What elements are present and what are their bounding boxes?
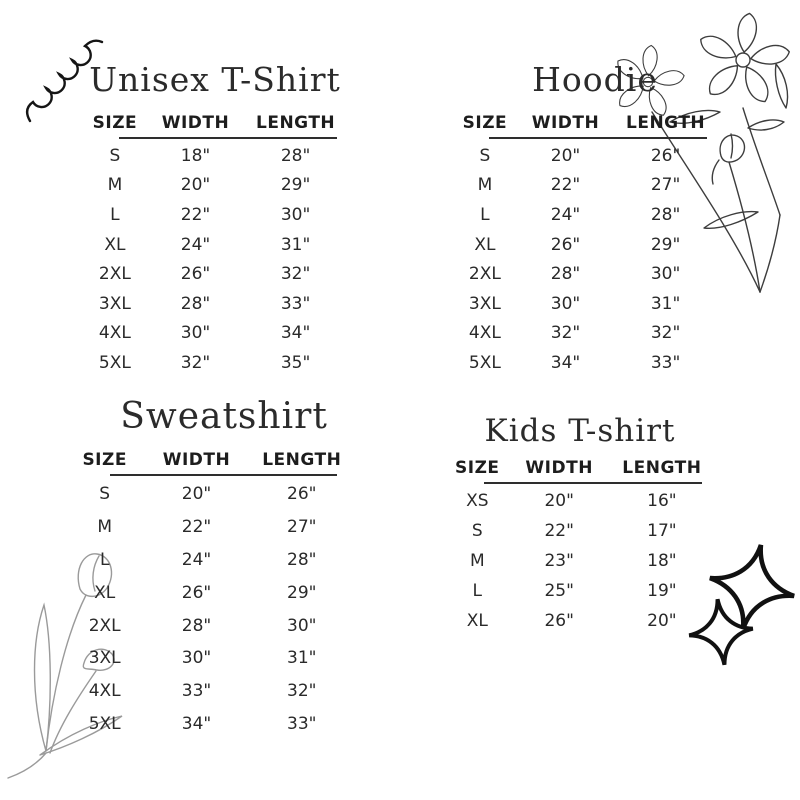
width-cell: 22" — [544, 521, 574, 541]
width-cell: 30" — [181, 648, 212, 669]
size-cell: L — [472, 581, 483, 601]
sweatshirt-size-table — [75, 395, 345, 740]
size-cell: L — [480, 204, 490, 225]
length-cell: 26" — [287, 484, 317, 505]
table-row — [85, 259, 345, 289]
size-cell: L — [99, 549, 110, 570]
size-cell: M — [469, 551, 485, 571]
size-cell: 4XL — [88, 681, 121, 702]
table-row — [75, 708, 345, 741]
length-cell: 32" — [650, 323, 681, 344]
length-cell: 26" — [650, 145, 681, 166]
table-row — [75, 609, 345, 642]
width-cell: 28" — [180, 293, 211, 314]
length-cell: 27" — [287, 517, 317, 538]
length-cell: 33" — [650, 352, 681, 373]
width-cell: 33" — [181, 681, 212, 702]
width-cell: 24" — [181, 549, 212, 570]
col-header-width: WIDTH — [161, 113, 230, 133]
size-cell: M — [107, 175, 123, 196]
size-cell: S — [109, 145, 121, 166]
size-cell: 4XL — [98, 323, 131, 344]
table-row — [75, 478, 345, 511]
table-title-kids-tshirt: Kids T-shirt — [484, 413, 676, 449]
length-cell: 28" — [650, 204, 681, 225]
size-cell: 2XL — [98, 264, 131, 285]
table-row — [450, 606, 710, 636]
col-header-length: LENGTH — [626, 113, 706, 133]
table-row — [455, 141, 715, 171]
table-row — [455, 230, 715, 260]
width-cell: 28" — [181, 615, 212, 636]
col-header-size: SIZE — [455, 458, 500, 478]
length-cell: 29" — [287, 582, 317, 603]
table-row — [85, 200, 345, 230]
col-header-width: WIDTH — [162, 450, 231, 470]
table-header-row — [85, 112, 345, 134]
length-cell: 33" — [280, 293, 311, 314]
width-cell: 32" — [180, 352, 211, 373]
size-cell: 2XL — [88, 615, 121, 636]
length-cell: 27" — [650, 175, 681, 196]
size-cell: S — [99, 484, 111, 505]
width-cell: 22" — [550, 175, 581, 196]
length-cell: 32" — [287, 681, 317, 702]
size-cell: 5XL — [98, 352, 131, 373]
table-row — [85, 348, 345, 378]
width-cell: 22" — [180, 204, 211, 225]
size-cell: 2XL — [468, 264, 501, 285]
col-header-length: LENGTH — [622, 458, 702, 478]
col-header-size: SIZE — [82, 450, 127, 470]
width-cell: 26" — [544, 611, 574, 631]
size-cell: M — [97, 517, 113, 538]
length-cell: 32" — [280, 264, 311, 285]
size-cell: 3XL — [468, 293, 501, 314]
table-row — [75, 675, 345, 708]
length-cell: 29" — [650, 234, 681, 255]
table-row — [75, 576, 345, 609]
table-row — [455, 200, 715, 230]
col-header-size: SIZE — [462, 113, 508, 133]
table-header-row — [75, 449, 345, 471]
length-cell: 30" — [650, 264, 681, 285]
width-cell: 20" — [180, 175, 211, 196]
width-cell: 25" — [544, 581, 574, 601]
hoodie-size-table — [455, 60, 715, 378]
table-row — [85, 319, 345, 349]
table-body — [85, 141, 345, 378]
col-header-length: LENGTH — [256, 113, 336, 133]
width-cell: 22" — [181, 517, 212, 538]
width-cell: 20" — [181, 484, 212, 505]
length-cell: 34" — [280, 323, 311, 344]
width-cell: 34" — [550, 352, 581, 373]
length-cell: 30" — [287, 615, 317, 636]
width-cell: 20" — [550, 145, 581, 166]
table-body — [455, 141, 715, 378]
size-cell: 4XL — [468, 323, 501, 344]
length-cell: 19" — [647, 581, 677, 601]
table-row — [85, 141, 345, 171]
width-cell: 32" — [550, 323, 581, 344]
size-cell: 5XL — [468, 352, 501, 373]
table-row — [455, 348, 715, 378]
header-divider — [484, 482, 702, 484]
table-row — [455, 171, 715, 201]
size-cell: 3XL — [98, 293, 131, 314]
header-divider — [489, 137, 707, 139]
size-cell: XL — [104, 234, 126, 255]
length-cell: 33" — [287, 713, 317, 734]
table-title-sweatshirt: Sweatshirt — [120, 396, 328, 437]
length-cell: 30" — [280, 204, 311, 225]
size-cell: XL — [94, 582, 116, 603]
table-row — [85, 289, 345, 319]
table-row — [75, 544, 345, 577]
unisex-tshirt-size-table — [85, 60, 345, 378]
table-row — [450, 576, 710, 606]
table-row — [85, 230, 345, 260]
table-title-unisex-tshirt: Unisex T-Shirt — [89, 60, 341, 99]
width-cell: 30" — [180, 323, 211, 344]
table-row — [450, 486, 710, 516]
width-cell: 26" — [181, 582, 212, 603]
size-cell: 5XL — [88, 713, 121, 734]
col-header-length: LENGTH — [262, 450, 342, 470]
length-cell: 16" — [647, 491, 677, 511]
width-cell: 30" — [550, 293, 581, 314]
length-cell: 28" — [280, 145, 311, 166]
length-cell: 31" — [650, 293, 681, 314]
width-cell: 26" — [180, 264, 211, 285]
header-divider — [110, 474, 337, 476]
size-cell: S — [479, 145, 491, 166]
size-cell: M — [477, 175, 493, 196]
width-cell: 24" — [180, 234, 211, 255]
table-body — [450, 486, 710, 636]
size-cell: S — [471, 521, 483, 541]
kids-tshirt-size-table — [450, 412, 710, 636]
table-row — [75, 642, 345, 675]
length-cell: 20" — [647, 611, 677, 631]
length-cell: 35" — [280, 352, 311, 373]
length-cell: 29" — [280, 175, 311, 196]
table-row — [455, 319, 715, 349]
table-header-row — [450, 457, 710, 479]
width-cell: 28" — [550, 264, 581, 285]
width-cell: 24" — [550, 204, 581, 225]
length-cell: 17" — [647, 521, 677, 541]
header-divider — [119, 137, 337, 139]
width-cell: 23" — [544, 551, 574, 571]
width-cell: 20" — [544, 491, 574, 511]
table-header-row — [455, 112, 715, 134]
width-cell: 18" — [180, 145, 211, 166]
size-cell: XL — [466, 611, 488, 631]
col-header-width: WIDTH — [531, 113, 600, 133]
length-cell: 28" — [287, 549, 317, 570]
width-cell: 26" — [550, 234, 581, 255]
width-cell: 34" — [181, 713, 212, 734]
length-cell: 18" — [647, 551, 677, 571]
table-row — [455, 289, 715, 319]
table-row — [85, 171, 345, 201]
size-cell: 3XL — [88, 648, 121, 669]
length-cell: 31" — [280, 234, 311, 255]
table-row — [455, 259, 715, 289]
length-cell: 31" — [287, 648, 317, 669]
table-row — [450, 546, 710, 576]
col-header-width: WIDTH — [525, 458, 593, 478]
col-header-size: SIZE — [92, 113, 138, 133]
table-title-hoodie: Hoodie — [532, 60, 658, 99]
table-row — [75, 511, 345, 544]
table-row — [450, 516, 710, 546]
size-cell: L — [110, 204, 120, 225]
size-cell: XL — [474, 234, 496, 255]
table-body — [75, 478, 345, 740]
size-cell: XS — [466, 491, 489, 511]
